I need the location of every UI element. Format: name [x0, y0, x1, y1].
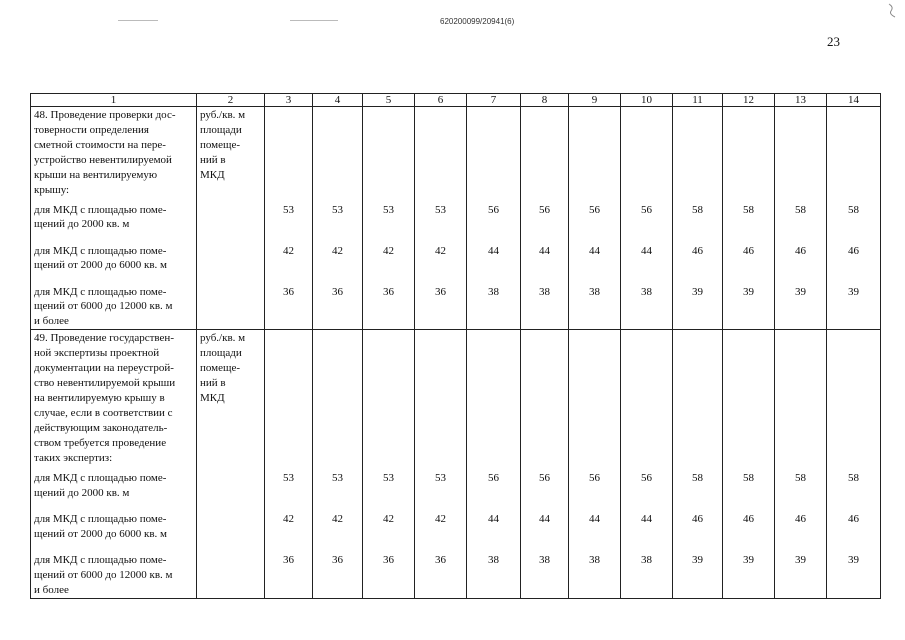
rate-value: 39 — [673, 285, 723, 330]
empty-cell — [775, 330, 827, 471]
column-number: 14 — [827, 94, 881, 107]
rate-value: 44 — [621, 244, 673, 285]
service-name-line: на вентилируемую крышу в — [34, 392, 165, 405]
empty-cell — [265, 330, 313, 471]
empty-cell — [197, 553, 265, 598]
table-row — [31, 471, 881, 512]
area-range-line: для МКД с площадью поме- — [34, 203, 167, 216]
rate-value: 46 — [723, 244, 775, 285]
rate-value: 38 — [467, 553, 521, 598]
area-range-line: для МКД с площадью поме- — [34, 285, 167, 298]
rate-value: 53 — [313, 471, 363, 512]
empty-cell — [197, 471, 265, 512]
area-range-line: для МКД с площадью поме- — [34, 471, 167, 484]
rate-value: 46 — [775, 244, 827, 285]
rate-value: 46 — [723, 512, 775, 553]
unit-line: МКД — [200, 392, 225, 405]
rate-value: 58 — [827, 203, 881, 244]
service-name-line: крыши на вентилируемую — [34, 168, 158, 181]
rate-value: 53 — [265, 471, 313, 512]
rate-value: 36 — [363, 553, 415, 598]
area-range-label — [31, 244, 197, 285]
rate-value: 44 — [467, 512, 521, 553]
rate-value: 53 — [265, 203, 313, 244]
rate-value: 56 — [521, 471, 569, 512]
service-name-line: крышу: — [34, 183, 70, 196]
rate-value: 42 — [415, 512, 467, 553]
area-range-line: для МКД с площадью поме- — [34, 244, 167, 257]
rate-value: 38 — [569, 285, 621, 330]
rate-value: 58 — [775, 471, 827, 512]
service-name-line: устройство невентилируемой — [34, 153, 172, 166]
unit-line: ний в — [200, 377, 226, 390]
unit-line: руб./кв. м — [200, 332, 246, 345]
empty-cell — [363, 330, 415, 471]
column-number: 6 — [415, 94, 467, 107]
service-name-line: действующим законодатель- — [34, 422, 168, 435]
empty-cell — [313, 330, 363, 471]
rate-value: 46 — [673, 512, 723, 553]
empty-cell — [197, 244, 265, 285]
empty-cell — [569, 107, 621, 203]
unit-line: руб./кв. м — [200, 109, 246, 121]
empty-cell — [621, 330, 673, 471]
area-range-line: для МКД с площадью поме- — [34, 553, 167, 566]
area-range-line: щений до 2000 кв. м — [34, 486, 130, 499]
column-number: 4 — [313, 94, 363, 107]
table-row — [31, 285, 881, 330]
scan-noise — [118, 20, 158, 21]
rate-value: 36 — [265, 553, 313, 598]
rate-value: 56 — [621, 471, 673, 512]
empty-cell — [827, 330, 881, 471]
rate-value: 38 — [621, 553, 673, 598]
empty-cell — [569, 330, 621, 471]
service-name-line: случае, если в соответствии с — [34, 407, 173, 420]
unit-line: площади — [200, 123, 242, 136]
scan-noise — [290, 20, 338, 21]
column-number: 8 — [521, 94, 569, 107]
page-number: 23 — [827, 34, 840, 49]
rate-value: 42 — [363, 244, 415, 285]
rate-value: 46 — [827, 512, 881, 553]
empty-cell — [197, 203, 265, 244]
area-range-line: щений от 6000 до 12000 кв. м — [34, 568, 173, 581]
rate-value: 46 — [827, 244, 881, 285]
rate-value: 42 — [265, 244, 313, 285]
rate-value: 36 — [415, 285, 467, 330]
empty-cell — [723, 330, 775, 471]
service-name — [31, 330, 197, 471]
table-row — [31, 244, 881, 285]
empty-cell — [467, 330, 521, 471]
tariff-table — [30, 93, 881, 599]
empty-cell — [313, 107, 363, 203]
area-range-line: для МКД с площадью поме- — [34, 512, 167, 525]
unit-line: площади — [200, 347, 242, 360]
scan-corner-mark-icon — [886, 2, 900, 20]
rate-value: 58 — [673, 471, 723, 512]
empty-cell — [467, 107, 521, 203]
rate-value: 56 — [467, 203, 521, 244]
column-number: 7 — [467, 94, 521, 107]
rate-value: 44 — [521, 512, 569, 553]
unit-line: МКД — [200, 168, 225, 181]
rate-value: 53 — [415, 471, 467, 512]
empty-cell — [415, 330, 467, 471]
area-range-line: щений от 2000 до 6000 кв. м — [34, 527, 168, 540]
service-name-line: ством требуется проведение — [34, 437, 167, 450]
rate-value: 44 — [521, 244, 569, 285]
unit-line: помеще- — [200, 362, 241, 375]
column-number: 11 — [673, 94, 723, 107]
area-range-label — [31, 553, 197, 598]
empty-cell — [265, 107, 313, 203]
rate-value: 53 — [363, 203, 415, 244]
rate-value: 56 — [621, 203, 673, 244]
area-range-line: щений от 2000 до 6000 кв. м — [34, 259, 168, 272]
rate-value: 46 — [673, 244, 723, 285]
unit-of-measure — [197, 330, 265, 471]
rate-value: 58 — [723, 471, 775, 512]
empty-cell — [723, 107, 775, 203]
area-range-label — [31, 512, 197, 553]
rate-value: 39 — [827, 285, 881, 330]
group-title-row — [31, 330, 881, 471]
rate-value: 58 — [673, 203, 723, 244]
rate-value: 44 — [467, 244, 521, 285]
rate-value: 36 — [415, 553, 467, 598]
empty-cell — [363, 107, 415, 203]
column-number: 10 — [621, 94, 673, 107]
rate-value: 56 — [521, 203, 569, 244]
service-name-line: 48. Проведение проверки дос- — [34, 109, 176, 121]
area-range-line: щений от 6000 до 12000 кв. м — [34, 300, 173, 313]
empty-cell — [415, 107, 467, 203]
rate-value: 44 — [569, 512, 621, 553]
rate-value: 39 — [723, 285, 775, 330]
rate-value: 36 — [363, 285, 415, 330]
table-row — [31, 512, 881, 553]
unit-line: помеще- — [200, 138, 241, 151]
rate-value: 36 — [313, 285, 363, 330]
empty-cell — [197, 512, 265, 553]
area-range-line: и более — [34, 315, 69, 328]
rate-value: 58 — [775, 203, 827, 244]
service-name-line: таких экспертиз: — [34, 451, 113, 464]
service-name — [31, 107, 197, 203]
group-title-row — [31, 107, 881, 203]
rate-value: 42 — [265, 512, 313, 553]
rate-value: 36 — [265, 285, 313, 330]
rate-value: 38 — [521, 553, 569, 598]
unit-line: ний в — [200, 153, 226, 166]
rate-value: 53 — [415, 203, 467, 244]
rate-value: 56 — [467, 471, 521, 512]
empty-cell — [521, 330, 569, 471]
rate-value: 39 — [673, 553, 723, 598]
column-number-row — [31, 94, 881, 107]
empty-cell — [673, 330, 723, 471]
rate-value: 38 — [467, 285, 521, 330]
rate-value: 39 — [775, 553, 827, 598]
area-range-label — [31, 471, 197, 512]
area-range-line: и более — [34, 583, 69, 596]
column-number: 12 — [723, 94, 775, 107]
rate-value: 39 — [723, 553, 775, 598]
empty-cell — [673, 107, 723, 203]
column-number: 9 — [569, 94, 621, 107]
rate-value: 42 — [313, 244, 363, 285]
rate-value: 39 — [827, 553, 881, 598]
service-name-line: документации на переустрой- — [34, 362, 174, 375]
rate-value: 42 — [313, 512, 363, 553]
empty-cell — [197, 285, 265, 330]
rate-value: 53 — [363, 471, 415, 512]
area-range-label — [31, 203, 197, 244]
column-number: 2 — [197, 94, 265, 107]
rate-value: 39 — [775, 285, 827, 330]
rate-value: 56 — [569, 471, 621, 512]
rate-value: 53 — [313, 203, 363, 244]
rate-value: 42 — [415, 244, 467, 285]
column-number: 13 — [775, 94, 827, 107]
service-name-line: ной экспертизы проектной — [34, 347, 160, 360]
rate-value: 36 — [313, 553, 363, 598]
area-range-label — [31, 285, 197, 330]
column-number: 3 — [265, 94, 313, 107]
table-row — [31, 203, 881, 244]
unit-of-measure — [197, 107, 265, 203]
rate-value: 42 — [363, 512, 415, 553]
service-name-line: 49. Проведение государствен- — [34, 332, 174, 345]
rate-value: 56 — [569, 203, 621, 244]
table-row — [31, 553, 881, 598]
empty-cell — [521, 107, 569, 203]
rate-value: 38 — [521, 285, 569, 330]
empty-cell — [827, 107, 881, 203]
rate-value: 58 — [827, 471, 881, 512]
column-number: 1 — [31, 94, 197, 107]
service-name-line: товерности определения — [34, 123, 149, 136]
rate-value: 44 — [569, 244, 621, 285]
document-code: 620200099/20941(6) — [440, 17, 515, 26]
empty-cell — [775, 107, 827, 203]
rate-value: 44 — [621, 512, 673, 553]
column-number: 5 — [363, 94, 415, 107]
empty-cell — [621, 107, 673, 203]
service-name-line: ство невентилируемой крыши — [34, 377, 176, 390]
rate-value: 38 — [621, 285, 673, 330]
rate-value: 46 — [775, 512, 827, 553]
rate-value: 58 — [723, 203, 775, 244]
area-range-line: щений до 2000 кв. м — [34, 218, 130, 231]
rate-value: 38 — [569, 553, 621, 598]
service-name-line: сметной стоимости на пере- — [34, 138, 166, 151]
